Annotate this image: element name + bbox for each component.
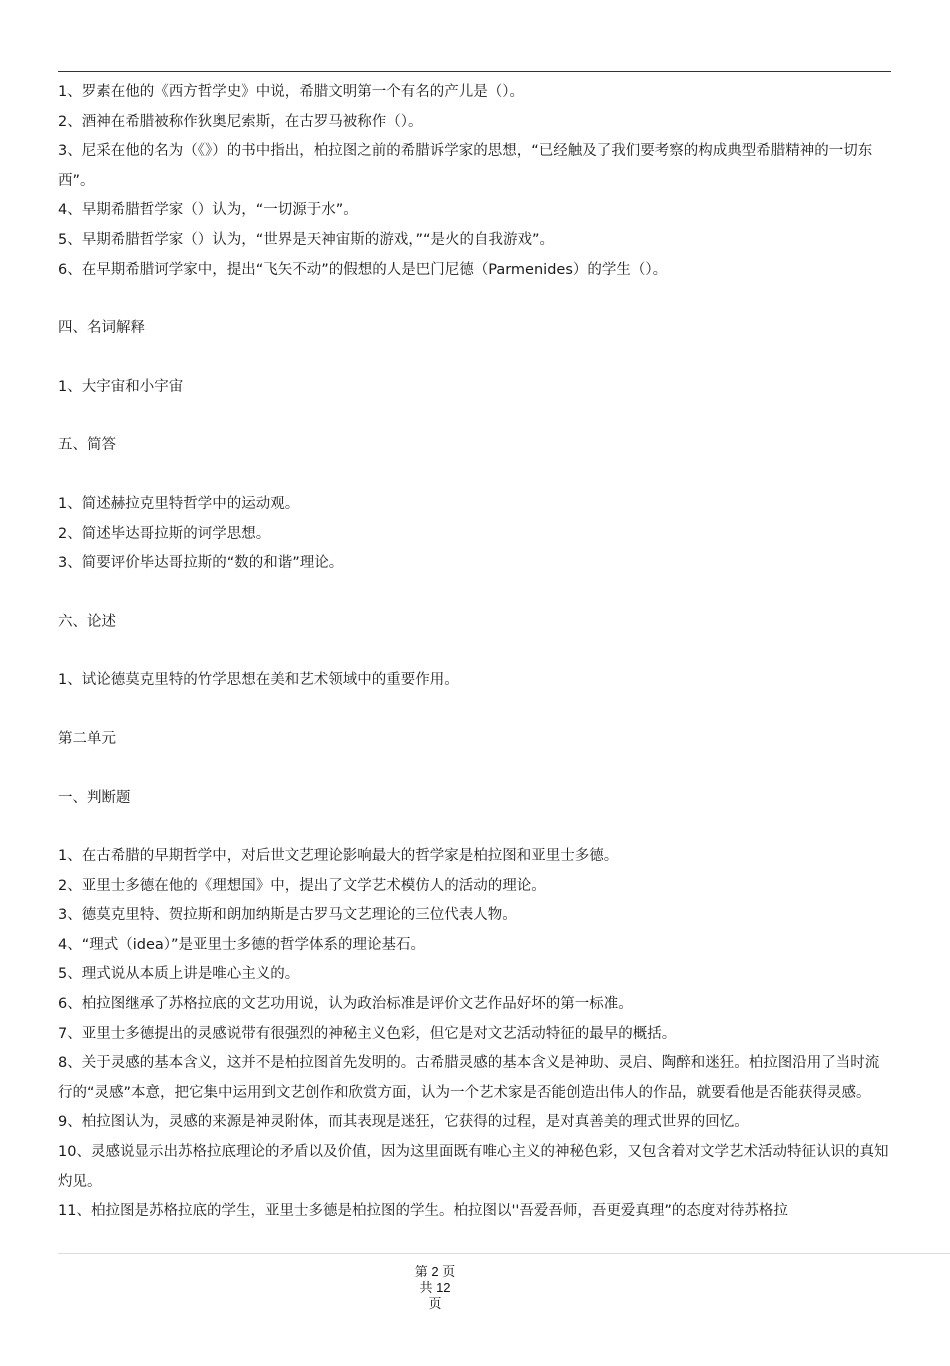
page-total-suffix: 页 [428,1296,442,1311]
question-item: 5、理式说从本质上讲是唯心主义的。 [58,966,300,983]
page-total: 共 12 [419,1280,451,1295]
question-item: 2、简述毕达哥拉斯的诃学思想。 [58,525,271,542]
footer-rule [58,1253,950,1254]
question-item: 9、柏拉图认为，灵感的来源是神灵附体，而其表现是迷狂，它获得的过程，是对真善美的理式世界的回忆。 [58,1114,749,1131]
question-item: 1、罗素在他的《西方哲学史》中说，希腊文明第一个有名的产儿是（）。 [58,84,524,100]
question-item: 2、亚里士多德在他的《理想国》中，提出了文学艺术模仿人的活动的理论。 [58,877,546,894]
question-item: 6、在早期希腊诃学家中，提出“飞矢不动”的假想的人是巴门尼德（Parmenides）的学生（）。 [58,261,668,278]
spacer [58,813,892,842]
question-item: 3、尼采在他的名为（《》）的书中指出，柏拉图之前的希腊诉学家的思想，“已经触及了我们要考察的构成典型希腊精神的一切东西”。 [58,143,873,189]
question-item: 5、早期希腊哲学家（）认为，“世界是天神宙斯的游戏，”“是火的自我游戏”。 [58,231,555,248]
question-item: 11、柏拉图是苏格拉底的学生，亚里士多德是柏拉图的学生。柏拉图以''吾爱吾师，吾更爱真理”的态度对待苏格拉 [58,1203,788,1220]
question-item: 1、试论德莫克里特的竹学思想在美和艺术领域中的重要作用。 [58,672,459,689]
question-item: 10、灵感说显示出苏格拉底理论的矛盾以及价值，因为这里面既有唯心主义的神秘色彩，又包含着对文学艺术活动特征认识的真知灼见。 [58,1144,889,1190]
document-body [58,78,892,1227]
section-heading: 五、简答 [58,437,116,454]
question-item: 6、柏拉图继承了苏格拉底的文艺功用说，认为政治标准是评价文艺作品好坏的第一标准。 [58,996,633,1013]
unit-heading: 第二单元 [58,730,116,747]
question-item: 1、大宇宙和小宇宙 [58,378,184,395]
question-item: 7、亚里士多德提出的灵感说带有很强烈的神秘主义色彩，但它是对文艺活动特征的最早的概括。 [58,1025,677,1042]
question-item: 2、酒神在希腊被称作狄奥尼索斯，在古罗马被称作（）。 [58,113,423,130]
question-item: 3、德莫克里特、贺拉斯和朗加纳斯是古罗马文艺理论的三位代表人物。 [58,907,517,924]
question-item: 4、早期希腊哲学家（）认为，“一切源于水”。 [58,202,358,219]
question-item: 1、简述赫拉克里特哲学中的运动观。 [58,495,300,512]
question-item: 4、“理式（idea）”是亚里士多德的哲学体系的理论基石。 [58,936,426,953]
question-item: 3、简要评价毕达哥拉斯的“数的和谐”理论。 [58,555,344,572]
question-item: 8、关于灵感的基本含义，这并不是柏拉图首先发明的。古希腊灵感的基本含义是神助、灵启、陶醉和迷狂。柏拉图沿用了当时流行的“灵感”本意，把它集中运用到文艺创作和欣赏方面，认为一个艺术家是否能创造出伟人的作品，就要看他是否能获得灵感。 [58,1055,880,1101]
page-footer [405,1264,465,1312]
section-heading: 四、名词解释 [58,320,145,337]
section-heading: 一、判断题 [58,789,131,806]
page-number: 第 2 页 [414,1264,456,1279]
header-rule [58,71,891,72]
section-heading: 六、论述 [58,613,116,630]
question-item: 1、在古希腊的早期哲学中，对后世文艺理论影响最大的哲学家是柏拉图和亚里士多德。 [58,848,619,865]
